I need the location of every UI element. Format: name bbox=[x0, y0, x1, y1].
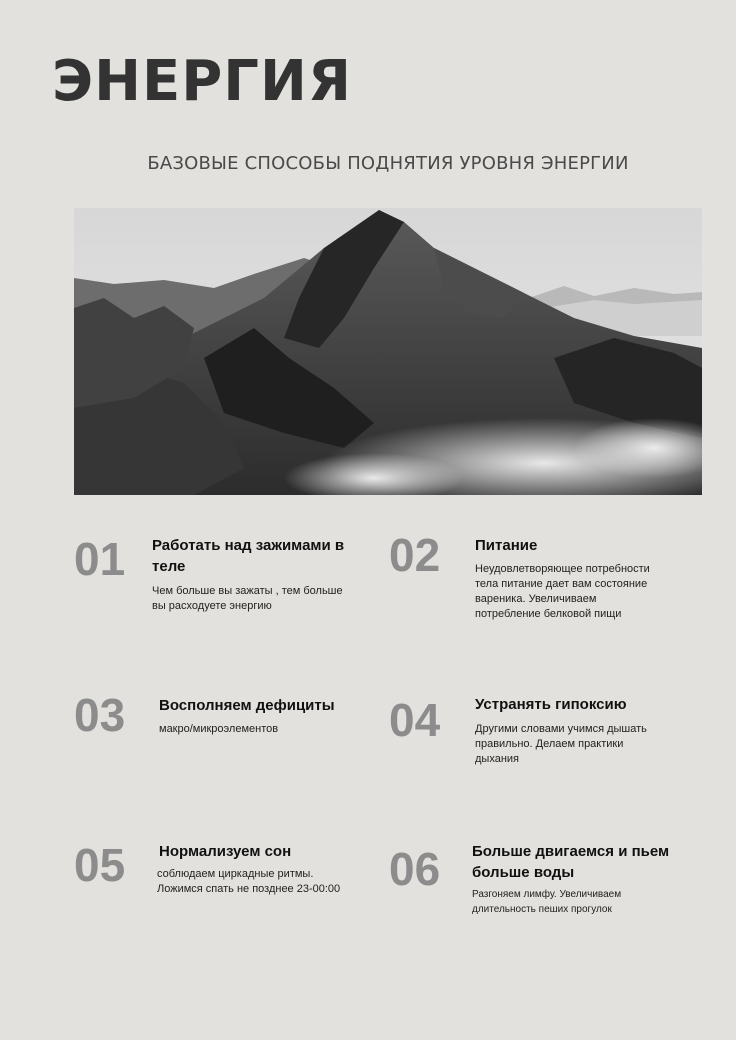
mountain-photo bbox=[74, 208, 702, 495]
item-text: Неудовлетворяющее потребности тела питание дает вам состояние вареника. Увеличиваем потребление белковой пищи bbox=[475, 563, 650, 620]
item-number: 01 bbox=[74, 533, 126, 585]
item-number: 02 bbox=[389, 529, 441, 581]
item-text: соблюдаем циркадные ритмы. Ложимся спать не позднее 23-00:00 bbox=[157, 868, 341, 895]
item-number: 06 bbox=[389, 843, 441, 895]
item-title: Питание bbox=[475, 537, 538, 554]
page-subtitle: БАЗОВЫЕ СПОСОБЫ ПОДНЯТИЯ УРОВНЯ ЭНЕРГИИ bbox=[147, 153, 629, 174]
item-text: Другими словами учимся дышать правильно. Делаем практики дыхания bbox=[475, 723, 647, 765]
page-title: ЭНЕРГИЯ bbox=[52, 49, 352, 114]
item-number: 03 bbox=[74, 689, 126, 741]
item-number: 04 bbox=[389, 694, 441, 746]
item-title: Работать над зажимами в теле bbox=[152, 537, 345, 575]
item-title: Нормализуем сон bbox=[159, 843, 292, 860]
item-title: Устранять гипоксию bbox=[475, 696, 627, 713]
item-text: макро/микроэлементов bbox=[159, 723, 279, 735]
item-text: Разгоняем лимфу. Увеличиваем длительность пеших прогулок bbox=[472, 889, 622, 915]
item-text: Чем больше вы зажаты , тем больше вы расходуете энергию bbox=[152, 585, 343, 612]
item-title: Восполняем дефициты bbox=[159, 697, 335, 714]
item-title: Больше двигаемся и пьем больше воды bbox=[472, 843, 670, 881]
item-number: 05 bbox=[74, 839, 126, 891]
